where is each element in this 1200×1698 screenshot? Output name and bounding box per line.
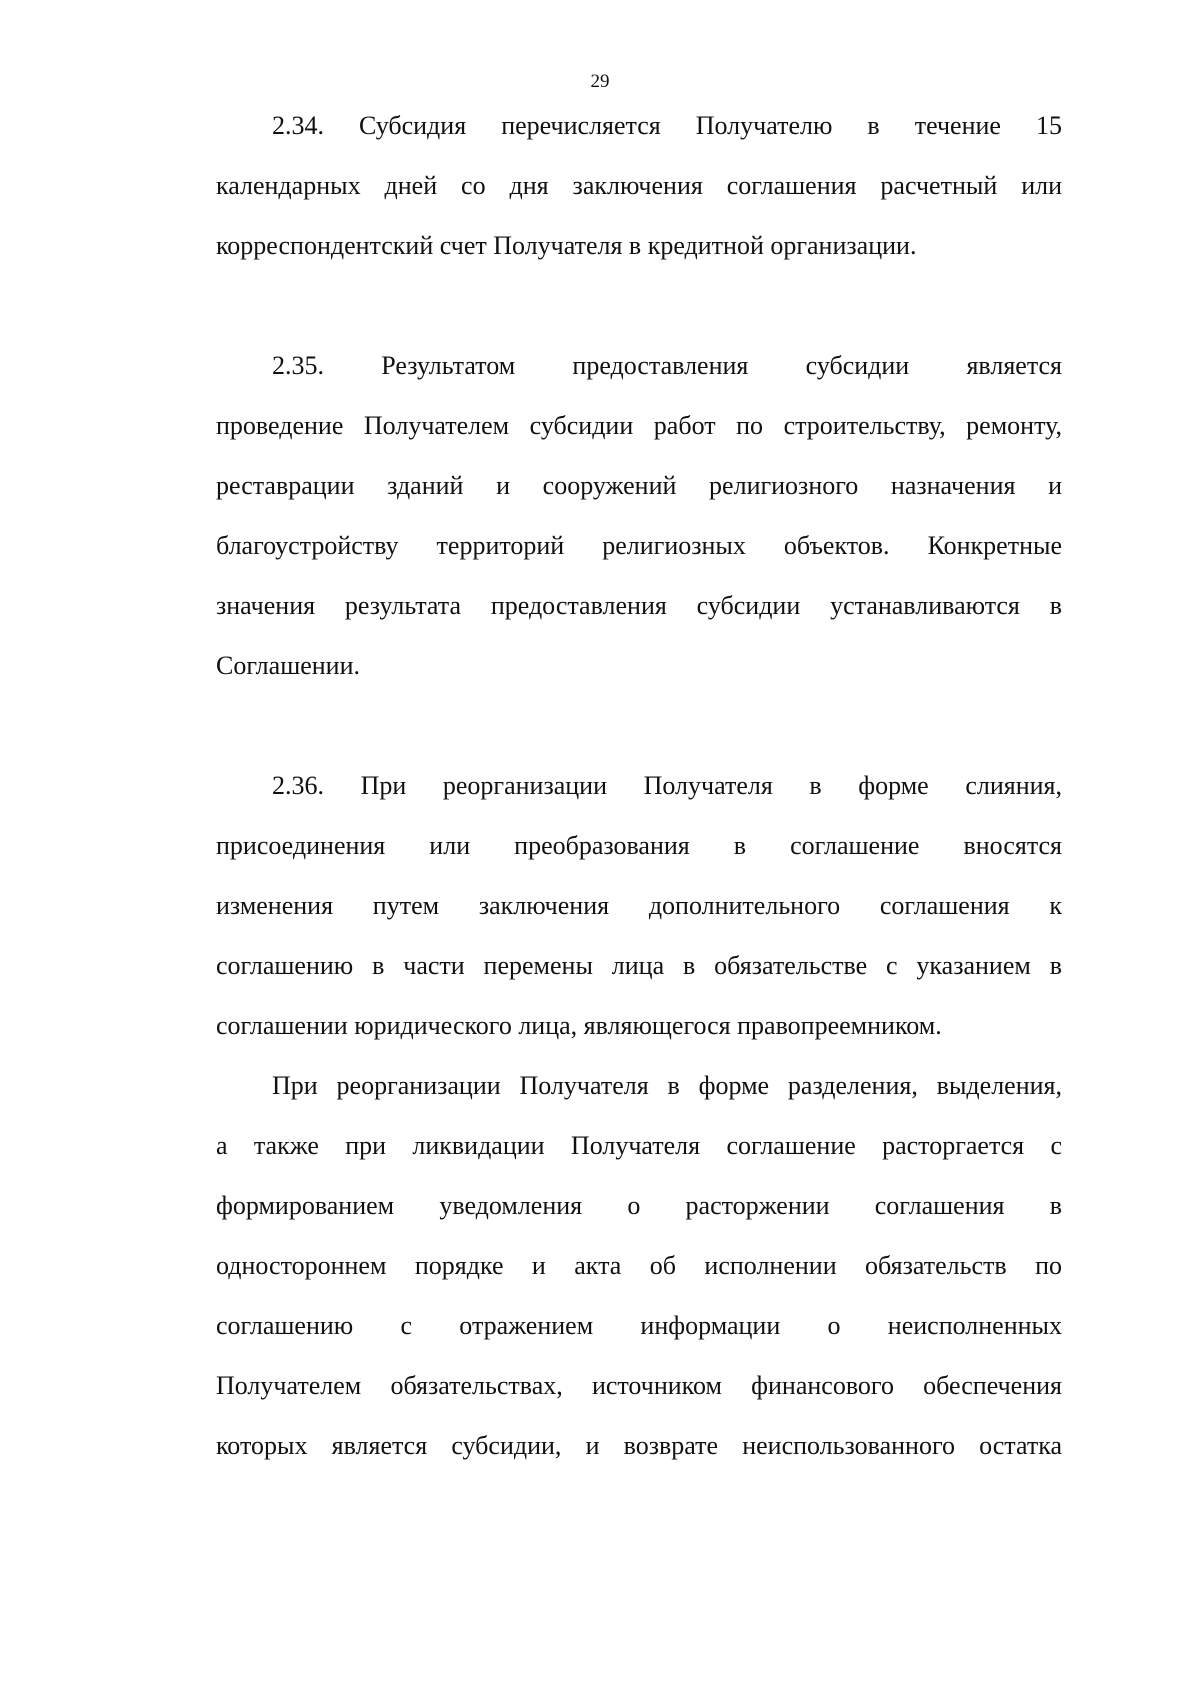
paragraph-2-35-line-3: реставрации зданий и сооружений религиозного назначения и	[216, 471, 1062, 500]
paragraph-2-34-line-2: календарных дней со дня заключения соглашения расчетный или	[216, 171, 1062, 200]
paragraph-reorganization-line-1: При реорганизации Получателя в форме разделения, выделения,	[272, 1071, 1062, 1100]
paragraph-2-35-line-1: 2.35. Результатом предоставления субсидии является	[272, 351, 1062, 380]
paragraph-2-36-line-4: соглашению в части перемены лица в обязательстве с указанием в	[216, 951, 1062, 980]
paragraph-2-36-line-1: 2.36. При реорганизации Получателя в форме слияния,	[272, 771, 1062, 800]
paragraph-2-36-line-2: присоединения или преобразования в соглашение вносятся	[216, 831, 1062, 860]
paragraph-reorganization-line-6: Получателем обязательствах, источником финансового обеспечения	[216, 1371, 1062, 1400]
paragraph-2-35-line-4: благоустройству территорий религиозных объектов. Конкретные	[216, 531, 1062, 560]
paragraph-2-34-line-3: корреспондентский счет Получателя в кредитной организации.	[216, 231, 917, 260]
paragraph-reorganization-line-7: которых является субсидии, и возврате неиспользованного остатка	[216, 1431, 1062, 1460]
paragraph-2-34-line-1: 2.34. Субсидия перечисляется Получателю в течение 15	[272, 111, 1062, 140]
paragraph-reorganization-line-3: формированием уведомления о расторжении соглашения в	[216, 1191, 1062, 1220]
page-number: 29	[590, 71, 610, 92]
paragraph-reorganization-line-2: а также при ликвидации Получателя соглашение расторгается с	[216, 1131, 1062, 1160]
paragraph-2-35-line-2: проведение Получателем субсидии работ по строительству, ремонту,	[216, 411, 1062, 440]
paragraph-reorganization-line-4: одностороннем порядке и акта об исполнении обязательств по	[216, 1251, 1062, 1280]
paragraph-2-36-line-3: изменения путем заключения дополнительного соглашения к	[216, 891, 1062, 920]
paragraph-2-36-line-5: соглашении юридического лица, являющегося правопреемником.	[216, 1011, 942, 1040]
paragraph-2-35-line-5: значения результата предоставления субсидии устанавливаются в	[216, 591, 1062, 620]
paragraph-reorganization-line-5: соглашению с отражением информации о неисполненных	[216, 1311, 1062, 1340]
paragraph-2-35-line-6: Соглашении.	[216, 651, 361, 680]
